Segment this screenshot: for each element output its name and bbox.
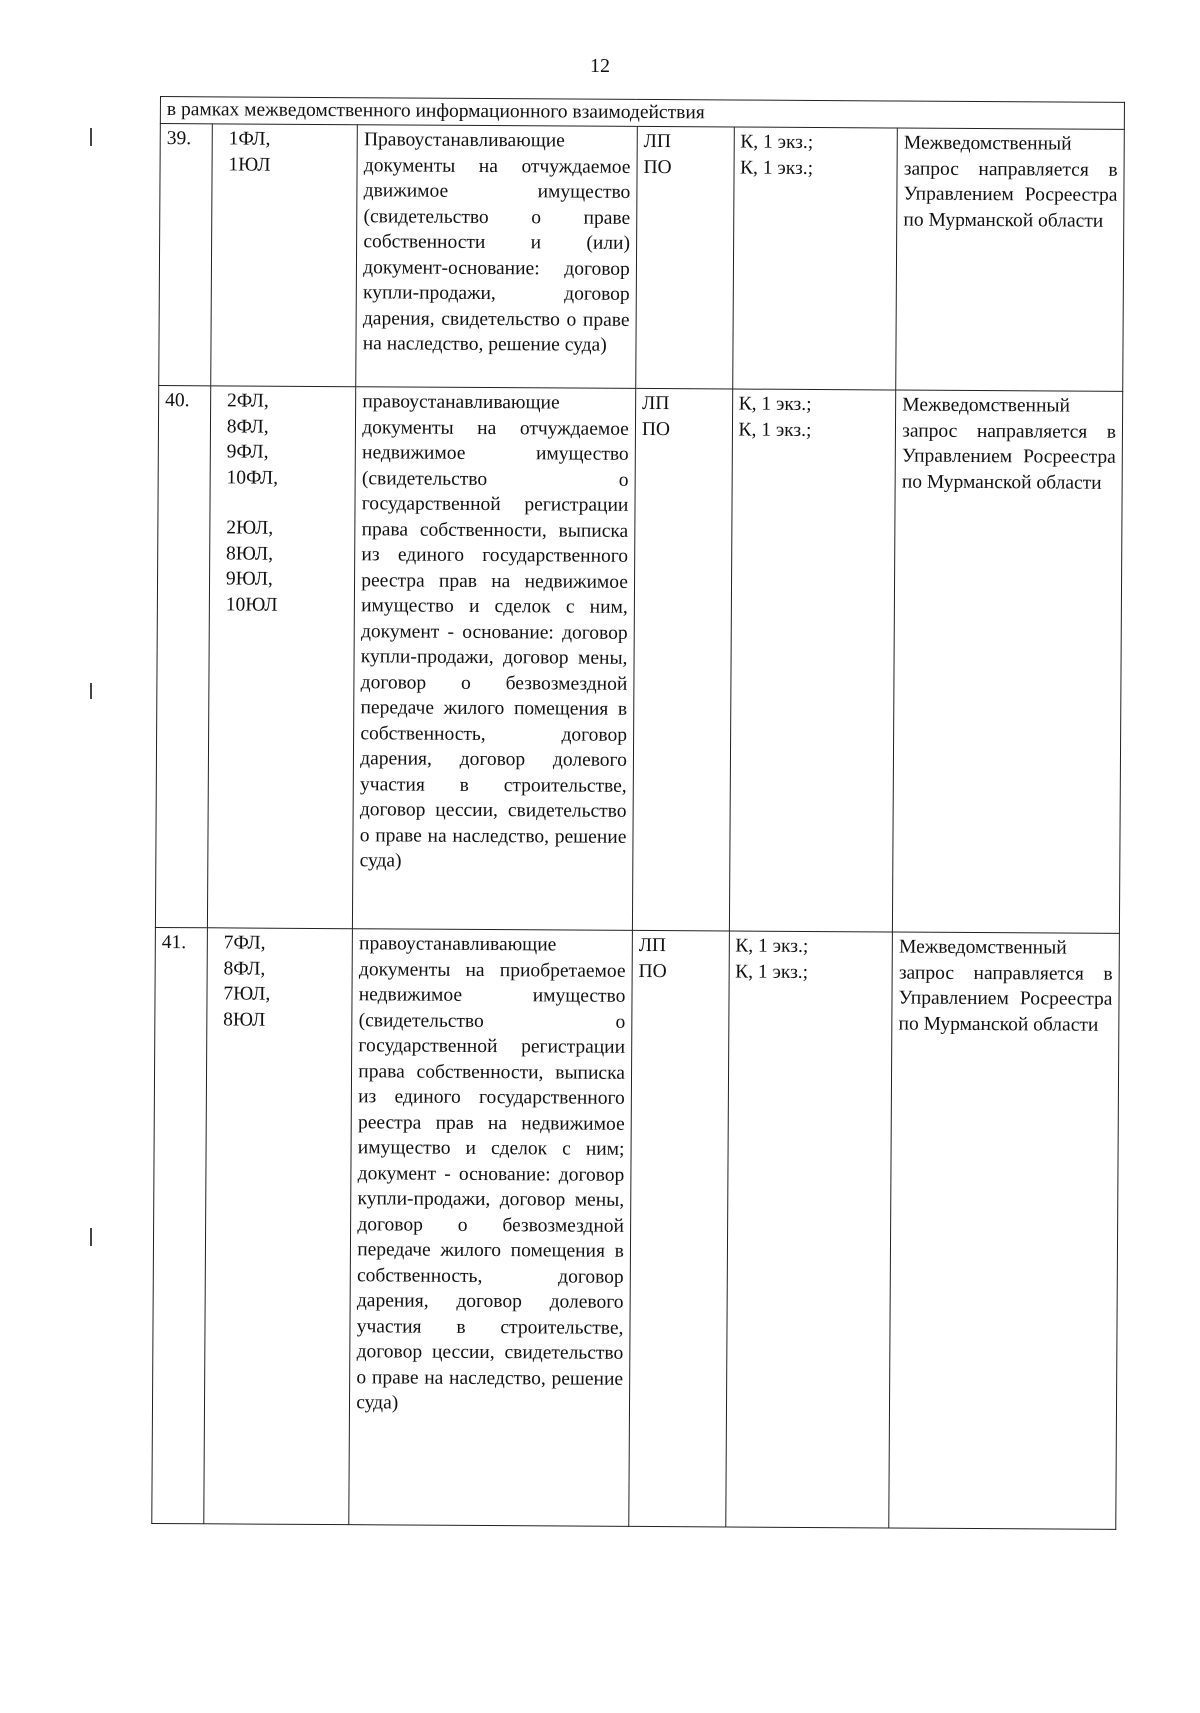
interagency-note: Межведомственный запрос направляется в Управлением Росреестра по Мурманской области	[889, 932, 1119, 1529]
applicant-code: 1ФЛ,	[228, 128, 271, 150]
form-value: ЛП	[638, 934, 667, 957]
form-value: ЛП	[641, 392, 670, 415]
applicant-code: 1ЮЛ	[228, 153, 271, 176]
applicant-code: 10ФЛ,	[226, 466, 279, 489]
codes-gap	[226, 490, 349, 516]
table-row	[152, 927, 1120, 1529]
margin-mark	[90, 128, 92, 146]
applicant-code: 9ФЛ,	[226, 441, 269, 463]
copies-value: К, 1 экз.;	[735, 961, 809, 983]
copies-value: К, 1 экз.;	[738, 419, 812, 441]
copies	[729, 389, 896, 932]
copies-value: К, 1 экз.;	[735, 935, 809, 957]
applicant-code: 9ЮЛ,	[225, 568, 273, 590]
applicant-codes	[204, 928, 353, 1525]
applicant-code: 2ФЛ,	[226, 390, 269, 412]
document-description: правоустанавливающие документы на отчуждаемое недвижимое имущество (свидетельство о государственной регистрации права собственности, выписка из единого государственного реестра прав на недвижимое имущество и сделок с ним, документ - основание: договор купли-продажи, договор мены, договор о безвозмездной передаче жилого помещения в собственность, договор дарения, договор долевого участия в строительстве, договор цессии, свидетельство о праве на наследство, решение суда)	[353, 387, 636, 931]
applicant-code: 8ФЛ,	[223, 957, 266, 980]
applicant-code: 8ЮЛ	[223, 1008, 266, 1031]
form-value: ПО	[641, 418, 671, 440]
applicant-code: 10ЮЛ	[225, 593, 278, 616]
applicant-code: 2ЮЛ,	[226, 517, 274, 539]
applicant-codes	[211, 124, 358, 387]
copies-value: К, 1 экз.;	[740, 131, 814, 153]
margin-mark	[90, 683, 92, 699]
table-row	[159, 124, 1125, 392]
row-number: 40.	[155, 385, 210, 927]
document-form	[632, 388, 732, 931]
applicant-code: 7ЮЛ,	[223, 983, 271, 1005]
applicant-code: 8ЮЛ,	[226, 542, 274, 565]
form-value: ПО	[643, 156, 672, 178]
document-description: правоустанавливающие документы на приобретаемое недвижимое имущество (свидетельство о государственной регистрации права собственности, выписка из единого государственного реестра прав на недвижимое имущество и сделок с ним; документ - основание: договор купли-продажи, договор мены, договор о безвозмездной передаче жилого помещения в собственность, договор дарения, договор долевого участия в строительстве, договор цессии, свидетельство о праве на наследство, решение суда)	[349, 929, 632, 1527]
applicant-code: 7ФЛ,	[223, 932, 266, 954]
form-value: ПО	[638, 960, 667, 982]
copies	[732, 127, 897, 390]
table-caption: в рамках межведомственного информационного взаимодействия	[160, 97, 1124, 130]
document-form	[629, 930, 729, 1527]
form-value: ЛП	[643, 130, 672, 153]
table-row	[155, 385, 1122, 933]
copies-value: К, 1 экз.;	[738, 393, 812, 415]
interagency-note: Межведомственный запрос направляется в Управлением Росреестра по Мурманской области	[896, 128, 1124, 391]
applicant-codes	[207, 386, 356, 929]
documents-table	[151, 96, 1125, 1530]
row-number: 41.	[152, 927, 207, 1523]
document-description: Правоустанавливающие документы на отчуждаемое движимое имущество (свидетельство о праве собственности и (или) документ-основание: договор купли-продажи, договор дарения, свидетельство о праве на наследство, решение суда)	[356, 125, 637, 389]
copies	[725, 931, 892, 1528]
document-form	[636, 126, 734, 389]
page-number: 12	[590, 55, 610, 77]
row-number: 39.	[159, 124, 212, 386]
applicant-code: 8ФЛ,	[226, 415, 269, 438]
margin-mark	[90, 1228, 92, 1246]
copies-value: К, 1 экз.;	[740, 157, 814, 179]
interagency-note: Межведомственный запрос направляется в Управлением Росреестра по Мурманской области	[893, 390, 1123, 933]
